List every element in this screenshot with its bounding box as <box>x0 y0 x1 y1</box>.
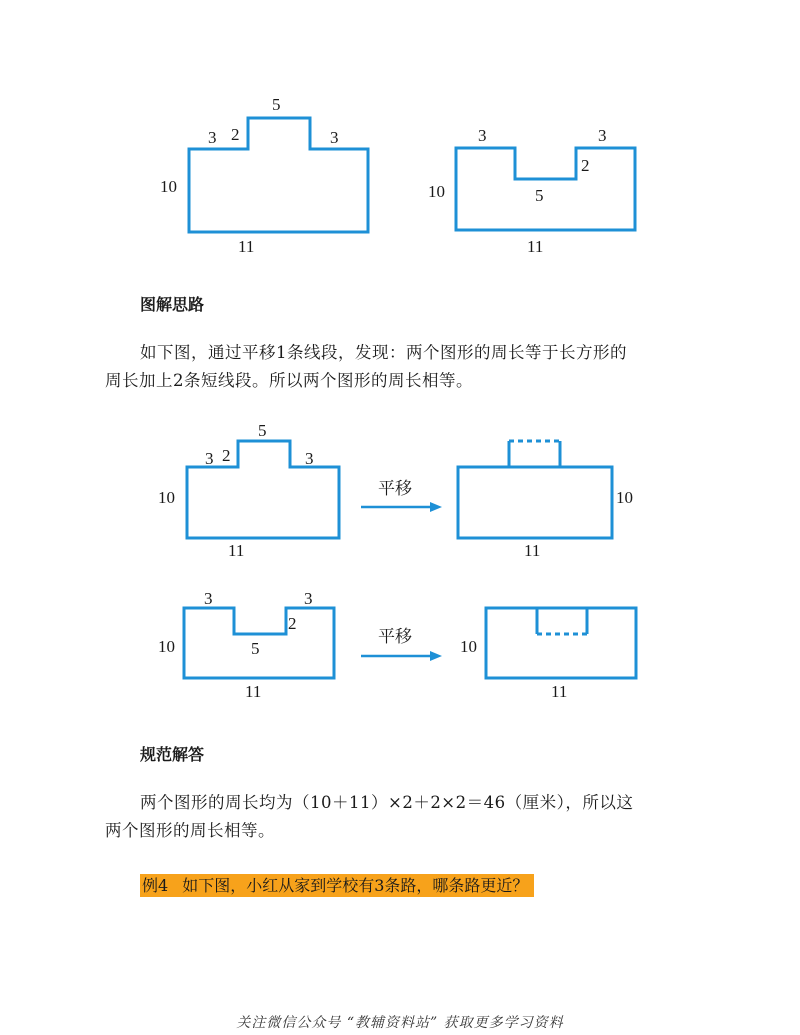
label-bottom: 11 <box>527 237 544 256</box>
row2-translate-arrow <box>361 627 442 661</box>
label-left-step: 3 <box>205 449 214 468</box>
label-notch: 5 <box>535 186 544 205</box>
label-top: 5 <box>258 421 267 440</box>
label-bottom: 11 <box>551 682 568 701</box>
label-right-step: 3 <box>330 128 339 147</box>
row1-translate-arrow <box>361 479 442 512</box>
row1-right-shape <box>458 441 633 560</box>
row2-right-shape <box>460 608 636 701</box>
approach-line-2: 周长加上2条短线段。所以两个图形的周长相等。 <box>105 371 473 390</box>
label-side: 10 <box>428 182 445 201</box>
label-side: 10 <box>460 637 477 656</box>
label-top: 5 <box>272 95 281 114</box>
label-left-step: 3 <box>208 128 217 147</box>
arrow-label: 平移 <box>378 479 412 498</box>
label-step: 2 <box>222 446 231 465</box>
example-text: 如下图，小红从家到学校有3条路，哪条路更近？ <box>182 876 529 895</box>
top-left-shape <box>160 95 368 256</box>
solution-line-1: 两个图形的周长均为（10＋11）×2＋2×2＝46（厘米），所以这 <box>140 793 634 812</box>
label-right-top: 3 <box>304 589 313 608</box>
label-side: 10 <box>616 488 633 507</box>
approach-line-1: 如下图，通过平移1条线段，发现：两个图形的周长等于长方形的 <box>140 343 627 362</box>
footer-note: 关注微信公众号 “教辅资料站” 获取更多学习资料 <box>236 1015 564 1031</box>
section-heading-solution: 规范解答 <box>140 745 205 764</box>
label-right-top: 3 <box>598 126 607 145</box>
label-side: 10 <box>160 177 177 196</box>
arrow-label: 平移 <box>378 627 412 646</box>
label-left-top: 3 <box>204 589 213 608</box>
label-side: 10 <box>158 637 175 656</box>
label-bottom: 11 <box>238 237 255 256</box>
label-bottom: 11 <box>228 541 245 560</box>
row1-left-shape <box>158 421 339 560</box>
example-banner <box>140 874 534 897</box>
label-bottom: 11 <box>245 682 262 701</box>
label-step: 2 <box>581 156 590 175</box>
label-left-top: 3 <box>478 126 487 145</box>
section-heading-approach: 图解思路 <box>140 295 205 314</box>
top-right-shape <box>428 126 635 256</box>
label-step: 2 <box>231 125 240 144</box>
label-step: 2 <box>288 614 297 633</box>
label-right-step: 3 <box>305 449 314 468</box>
label-side: 10 <box>158 488 175 507</box>
label-notch: 5 <box>251 639 260 658</box>
label-bottom: 11 <box>524 541 541 560</box>
solution-line-2: 两个图形的周长相等。 <box>105 821 275 840</box>
example-number: 例4 <box>142 876 169 895</box>
row2-left-shape <box>158 589 334 701</box>
